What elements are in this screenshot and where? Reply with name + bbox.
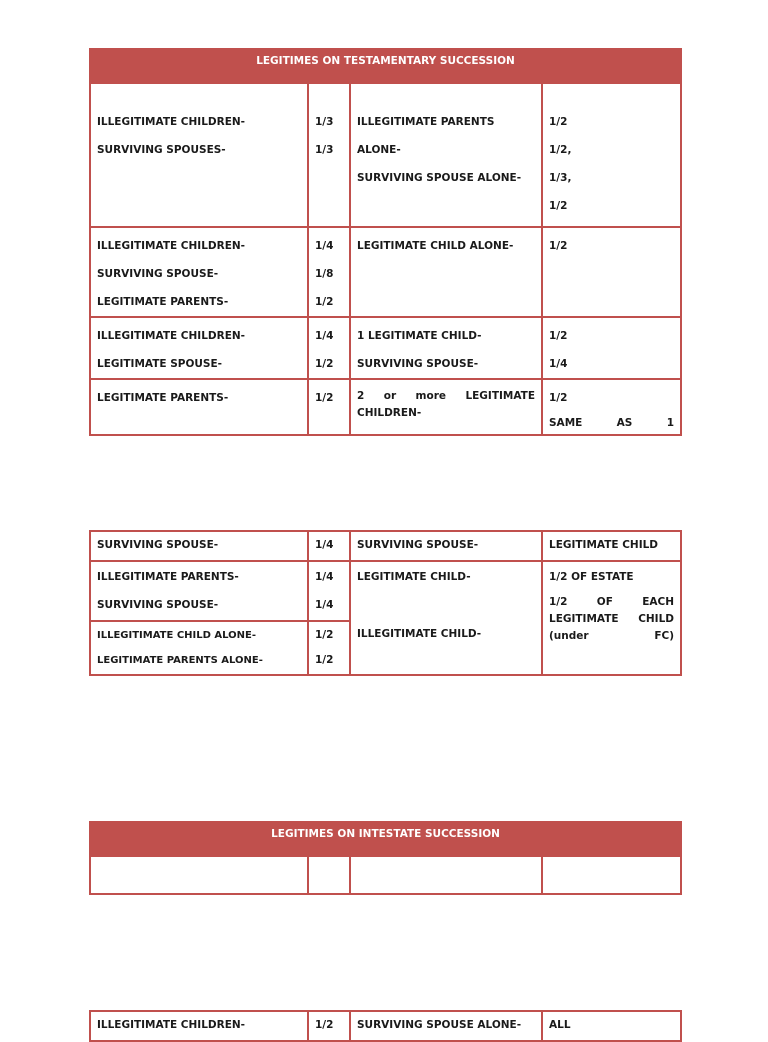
cell-heirs xyxy=(90,379,308,435)
heir-label: SURVIVING SPOUSE- xyxy=(97,599,219,611)
cell-heirs xyxy=(90,561,308,621)
share-value: 1/2 xyxy=(315,392,334,404)
share-value: 1/4 xyxy=(315,240,334,252)
cell-heirs xyxy=(90,621,308,675)
intestate-shares-table xyxy=(89,1010,682,1042)
share-value: 1/2 xyxy=(308,1011,350,1041)
share-value: SAME AS 1 xyxy=(549,417,675,429)
heir-label: LEGITIMATE CHILD xyxy=(542,531,681,561)
empty-cell xyxy=(308,856,350,894)
share-value: 1/2 xyxy=(315,358,334,370)
share-value: 1/2 xyxy=(549,116,568,128)
heir-label: SURVIVING SPOUSE- xyxy=(350,531,542,561)
heir-label: LEGITIMATE CHILD- xyxy=(357,571,471,583)
cell-shares xyxy=(542,561,681,675)
cell-heirs xyxy=(90,317,308,379)
intestate-table xyxy=(89,821,682,895)
cell-heirs xyxy=(350,561,542,675)
share-value: 1/4 xyxy=(315,571,334,583)
share-value: 1/2 OF ESTATE xyxy=(549,571,634,583)
share-value: 1/8 xyxy=(315,268,334,280)
share-value: 1/2 xyxy=(549,200,568,212)
heir-label: SURVIVING SPOUSES- xyxy=(97,144,226,156)
testamentary-title: LEGITIMES ON TESTAMENTARY SUCCESSION xyxy=(90,49,681,83)
heir-label: LEGITIMATE PARENTS ALONE- xyxy=(97,655,263,666)
share-value: 1/2 xyxy=(549,240,568,252)
share-value: 1/2 xyxy=(315,296,334,308)
cell-heirs xyxy=(90,83,308,227)
share-value: 1/4 xyxy=(315,599,334,611)
cell-heirs xyxy=(90,227,308,317)
cell-shares xyxy=(308,379,350,435)
heir-label: SURVIVING SPOUSE ALONE- xyxy=(357,172,522,184)
heir-label: LEGITIMATE SPOUSE- xyxy=(97,358,223,370)
cell-shares xyxy=(308,621,350,675)
intestate-title: LEGITIMES ON INTESTATE SUCCESSION xyxy=(90,822,681,856)
spouse-shares-table xyxy=(89,530,682,676)
heir-label: ILLEGITIMATE CHILDREN- xyxy=(90,1011,308,1041)
heir-label: ILLEGITIMATE CHILD ALONE- xyxy=(97,630,257,641)
share-value: 1/4 xyxy=(315,330,334,342)
heir-label: ILLEGITIMATE CHILDREN- xyxy=(97,240,246,252)
heir-label: SURVIVING SPOUSE- xyxy=(357,358,479,370)
cell-shares xyxy=(542,83,681,227)
cell-shares xyxy=(542,227,681,317)
heir-label: LEGITIMATE PARENTS- xyxy=(97,392,229,404)
share-value: 1/2 xyxy=(315,654,334,666)
heir-label: SURVIVING SPOUSE- xyxy=(97,268,219,280)
share-value: 1/2 xyxy=(549,330,568,342)
cell-shares xyxy=(542,317,681,379)
cell-heirs xyxy=(350,227,542,317)
empty-cell xyxy=(90,856,308,894)
empty-cell xyxy=(350,856,542,894)
heir-label: ILLEGITIMATE CHILDREN- xyxy=(97,330,246,342)
heir-label: 2 or more LEGITIMATE CHILDREN- xyxy=(357,390,535,419)
empty-cell xyxy=(542,856,681,894)
heir-label: SURVIVING SPOUSE ALONE- xyxy=(350,1011,542,1041)
heir-label: SURVIVING SPOUSE- xyxy=(90,531,308,561)
heir-label: LEGITIMATE CHILD ALONE- xyxy=(357,240,514,252)
share-value: 1/4 xyxy=(549,358,568,370)
share-value: 1/2 xyxy=(549,392,568,404)
share-value: 1/3 xyxy=(315,144,334,156)
share-value: 1/2 OF EACH LEGITIMATE CHILD (under FC) xyxy=(549,596,674,642)
share-value: ALL xyxy=(542,1011,681,1041)
cell-heirs xyxy=(350,379,542,435)
share-value: 1/2 xyxy=(315,629,334,641)
share-value: 1/4 xyxy=(308,531,350,561)
cell-shares xyxy=(308,83,350,227)
share-value: 1/3, xyxy=(549,172,572,184)
heir-label: 1 LEGITIMATE CHILD- xyxy=(357,330,482,342)
cell-shares xyxy=(308,561,350,621)
cell-shares xyxy=(308,227,350,317)
cell-shares xyxy=(308,317,350,379)
heir-label: ILLEGITIMATE CHILDREN- xyxy=(97,116,246,128)
cell-heirs xyxy=(350,317,542,379)
heir-label: ILLEGITIMATE CHILD- xyxy=(357,628,482,640)
heir-label: ILLEGITIMATE PARENTS- xyxy=(97,571,239,583)
heir-label: LEGITIMATE PARENTS- xyxy=(97,296,229,308)
cell-heirs xyxy=(350,83,542,227)
cell-shares xyxy=(542,379,681,435)
share-value: 1/2, xyxy=(549,144,572,156)
testamentary-table xyxy=(89,48,682,436)
heir-label: ILLEGITIMATE PARENTS ALONE- xyxy=(357,116,495,156)
share-value: 1/3 xyxy=(315,116,334,128)
